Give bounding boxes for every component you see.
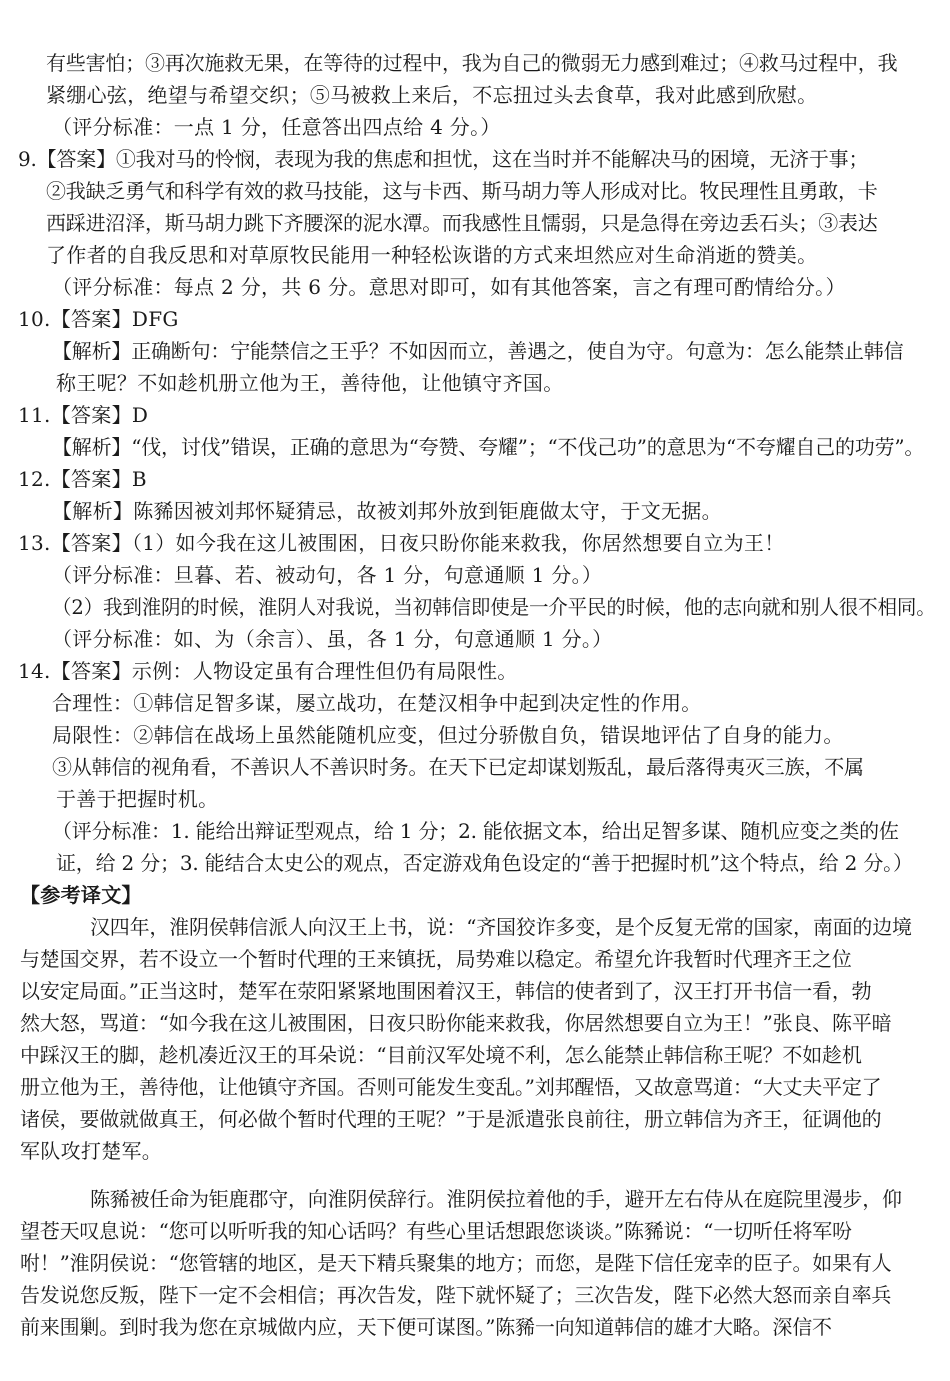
text-line: （评分标准：1. 能给出辩证型观点，给 1 分；2. 能依据文本，给出足智多谋、随机应变之类的佐 [52,819,899,843]
text-line: 了作者的自我反思和对草原牧民能用一种轻松诙谐的方式来坦然应对生命消逝的赞美。 [46,243,818,267]
text-line: 前来围剿。到时我为您在京城做内应，天下便可谋图。”陈豨一向知道韩信的雄才大略。深信不 [20,1315,832,1339]
text-line: 陈豨被任命为钜鹿郡守，向淮阴侯辞行。淮阴侯拉着他的手，避开左右侍从在庭院里漫步，仰 [90,1187,902,1211]
text-line: （评分标准：旦暮、若、被动句，各 1 分，句意通顺 1 分。） [52,563,603,587]
text-line: 11.【答案】D [18,403,149,427]
text-line: 紧绷心弦，绝望与希望交织；⑤马被救上来后，不忘扭过头去食草，我对此感到欣慰。 [46,83,818,107]
text-line: 【解析】正确断句：宁能禁信之王乎？不如因而立，善遇之，使自为守。句意为：怎么能禁止韩信 [52,339,904,363]
text-line: 望苍天叹息说：“您可以听听我的知心话吗？有些心里话想跟您谈谈。”陈豨说：“一切听任将军吩 [20,1219,852,1243]
text-line: 【解析】陈豨因被刘邦怀疑猜忌，故被刘邦外放到钜鹿做太守，于文无据。 [52,499,722,523]
text-line: 12.【答案】B [18,467,147,491]
text-line: （评分标准：每点 2 分，共 6 分。意思对即可，如有其他答案，言之有理可酌情给分。） [52,275,846,299]
text-line: 中踩汉王的脚，趁机凑近汉王的耳朵说：“目前汉军处境不利，怎么能禁止韩信称王呢？不如趁机 [20,1043,862,1067]
text-line: 然大怒，骂道：“如今我在这儿被围困，日夜只盼你能来救我，你居然想要自立为王！”张良、陈平暗 [20,1011,892,1035]
text-line: 9.【答案】①我对马的怜悯，表现为我的焦虑和担忧，这在当时并不能解决马的困境，无济于事； [18,147,869,171]
text-line: 10.【答案】DFG [18,307,179,331]
text-line: ③从韩信的视角看，不善识人不善识时务。在天下已定却谋划叛乱，最后落得夷灭三族，不属 [52,755,864,779]
text-line: （2）我到淮阴的时候，淮阴人对我说，当初韩信即使是一介平民的时候，他的志向就和别人很不相同。 [52,595,936,619]
text-line: 册立他为王，善待他，让他镇守齐国。否则可能发生变乱。”刘邦醒悟，又故意骂道：“大丈夫平定了 [20,1075,882,1099]
text-line: 告发说您反叛，陛下一定不会相信；再次告发，陛下就怀疑了；三次告发，陛下必然大怒而亲自率兵 [20,1283,892,1307]
text-line: 与楚国交界，若不设立一个暂时代理的王来镇抚，局势难以稳定。希望允许我暂时代理齐王之位 [20,947,852,971]
text-line: 以安定局面。”正当这时，楚军在荥阳紧紧地围困着汉王，韩信的使者到了，汉王打开书信一看，勃 [20,979,872,1003]
text-line: 诸侯，要做就做真王，何必做个暂时代理的王呢？”于是派遣张良前往，册立韩信为齐王，征调他的 [20,1107,882,1131]
text-line: 咐！”淮阴侯说：“您管辖的地区，是天下精兵聚集的地方；而您，是陛下信任宠幸的臣子。如果有人 [20,1251,892,1275]
text-line: 合理性：①韩信足智多谋，屡立战功，在楚汉相争中起到决定性的作用。 [52,691,702,715]
text-line: 14.【答案】示例：人物设定虽有合理性但仍有局限性。 [18,659,518,683]
text-line: 汉四年，淮阴侯韩信派人向汉王上书，说：“齐国狡诈多变，是个反复无常的国家，南面的边境 [90,915,912,939]
text-line: 局限性：②韩信在战场上虽然能随机应变，但过分骄傲自负，错误地评估了自身的能力。 [52,723,844,747]
text-line: 【解析】“伐，讨伐”错误，正确的意思为“夸赞、夸耀”；“不伐己功”的意思为“不夸耀自己的功劳”。 [52,435,925,459]
text-line: （评分标准：一点 1 分，任意答出四点给 4 分。） [52,115,501,139]
text-line: 13.【答案】（1）如今我在这儿被围困，日夜只盼你能来救我，你居然想要自立为王！ [18,531,785,555]
section-heading: 【参考译文】 [20,883,142,907]
text-line: ②我缺乏勇气和科学有效的救马技能，这与卡西、斯马胡力等人形成对比。牧民理性且勇敢，卡 [46,179,878,203]
text-line: 于善于把握时机。 [56,787,219,811]
text-line: 称王呢？不如趁机册立他为王，善待他，让他镇守齐国。 [56,371,564,395]
text-line: 有些害怕；③再次施救无果，在等待的过程中，我为自己的微弱无力感到难过；④救马过程中，我 [46,51,898,75]
text-line: 证，给 2 分；3. 能结合太史公的观点，否定游戏角色设定的“善于把握时机”这个特点，给 2 分。） [56,851,913,875]
text-line: （评分标准：如、为（余言）、虽，各 1 分，句意通顺 1 分。） [52,627,613,651]
text-line: 西踩进沼泽，斯马胡力跳下齐腰深的泥水潭。而我感性且懦弱，只是急得在旁边丢石头；③表达 [46,211,878,235]
text-line: 军队攻打楚军。 [20,1139,163,1163]
